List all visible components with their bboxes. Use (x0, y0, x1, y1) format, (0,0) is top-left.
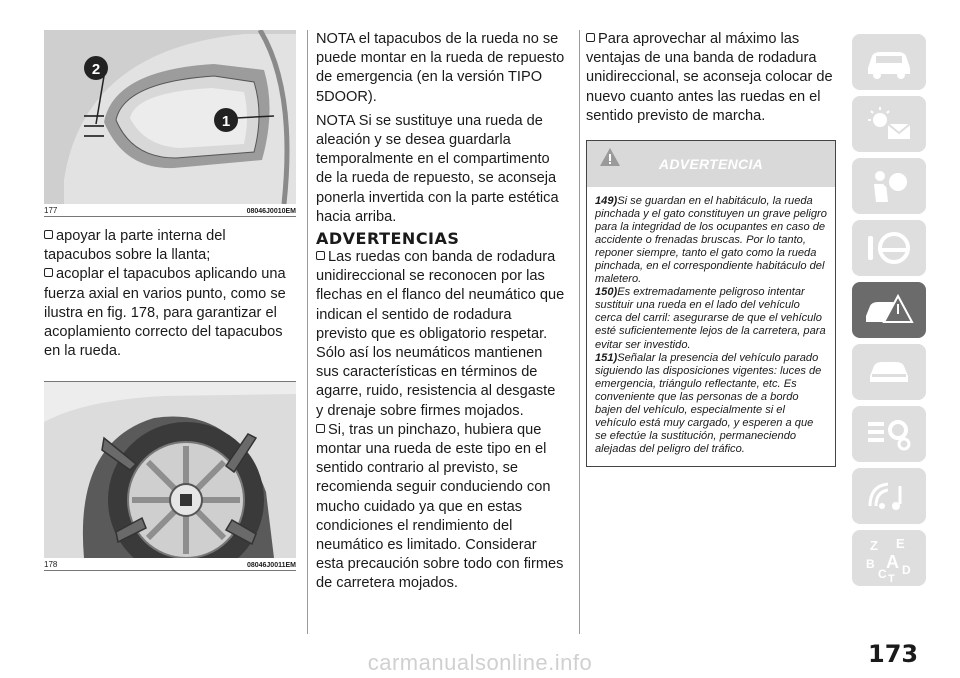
list-item: Si, tras un pinchazo, hubiera que montar una rueda de este tipo en el sentido contrario al previsto, se recomienda seguir conduciendo con mucho cuidado ya que en estas condiciones el rendimiento del neumático es limitado. Considerar esta precaución sobre todo con firmes de carretera mojados. (316, 421, 564, 592)
tab-maintenance[interactable] (852, 344, 926, 400)
checkbox-bullet-icon (44, 230, 53, 239)
car-maintenance-icon (862, 352, 916, 392)
watermark: carmanualsonline.info (367, 650, 593, 675)
svg-text:B: B (866, 557, 875, 571)
figure-178-caption (44, 558, 296, 571)
checkbox-bullet-icon (44, 268, 53, 277)
column-1 (44, 30, 296, 571)
warning-lights-icon (862, 104, 916, 144)
tab-index[interactable] (852, 530, 926, 586)
emergency-car-icon (862, 290, 916, 330)
car-icon (862, 42, 916, 82)
chapter-tabs (852, 34, 926, 592)
list-item: acoplar el tapacubos aplicando una fuerza axial en varios punto, como se ilustra en fig. 178, para garantizar el acoplamiento correcto del tapacubos en la rueda. (44, 266, 286, 360)
tab-vehicle[interactable] (852, 34, 926, 90)
checkbox-bullet-icon (316, 424, 325, 433)
checkbox-bullet-icon (586, 33, 595, 42)
svg-text:Z: Z (870, 538, 878, 553)
column-divider (307, 30, 308, 634)
svg-text:D: D (902, 563, 911, 577)
svg-text:A: A (886, 552, 899, 572)
warning-body (587, 187, 835, 466)
tab-emergency[interactable] (852, 282, 926, 338)
warning-box (586, 140, 836, 467)
list-item: Las ruedas con banda de rodadura unidireccional se reconocen por las flechas en el flanco del neumático que indican el sentido de rodadura previsto que es obligatorio respetar. Sólo así los neumáticos mantienen sus características en términos de agarre, ruido, resistencia al desgaste y drenaje sobre firmes mojados. (316, 249, 565, 419)
tab-technical-data[interactable] (852, 406, 926, 462)
figure-code: 08046J0010EM (246, 208, 296, 215)
figure-178-illustration (44, 382, 296, 558)
list-item: apoyar la parte interna del tapacubos sobre la llanta; (44, 228, 226, 264)
tab-multimedia[interactable] (852, 468, 926, 524)
column-divider (579, 30, 580, 634)
warning-entry: 150)Es extremadamente peligroso intentar sustituir una rueda en el lado del vehículo cerca del carril: asegurarse de que el vehículo esté suficientemente lejos de la carretera, para evitar ser investido. (595, 286, 826, 351)
warning-entry: 151)Señalar la presencia del vehículo parado siguiendo las disposiciones vigentes: luces de emergencia, triángulo reflectante, etc. Es conveniente que las personas de a bordo bajen del vehículo, especialmente si el vehículo está muy cargado, y esperen a que se efectúe la sustitución, permaneciendo alejadas del peligro del tráfico. (595, 351, 822, 455)
svg-text:C: C (878, 567, 887, 581)
figure-code: 08046J0011EM (246, 562, 296, 570)
svg-text:E: E (896, 536, 905, 551)
section-heading: ADVERTENCIAS (316, 229, 460, 249)
alphabet-index-icon (862, 534, 916, 582)
warning-entry: 149)Si se guardan en el habitáculo, la rueda pinchada y el gato constituyen un grave peligro para la integridad de los ocupantes en caso de accidente o frenadas bruscas. Por lo tanto, reponer siempre, tanto el gato como la rueda pinchada, en el correspondiente habitáculo del maletero. (595, 195, 827, 286)
tab-lights-messages[interactable] (852, 96, 926, 152)
tab-safety[interactable] (852, 158, 926, 214)
note-paragraph: NOTA el tapacubos de la rueda no se puede montar en la rueda de repuesto de emergencia (en la versión TIPO 5DOOR). (316, 31, 565, 105)
column-2 (316, 30, 566, 594)
column-3 (586, 30, 836, 467)
steering-wheel-icon (862, 228, 916, 268)
gears-list-icon (862, 414, 916, 454)
multimedia-icon (862, 476, 916, 516)
airbag-seat-icon (862, 166, 916, 206)
figure-number: 177 (44, 206, 58, 215)
tab-driving[interactable] (852, 220, 926, 276)
page-number: 173 (868, 640, 919, 668)
figure-177 (44, 30, 296, 217)
warning-header (587, 141, 835, 187)
figure-number: 178 (44, 560, 58, 570)
warning-title: ADVERTENCIA (658, 156, 764, 173)
checkbox-bullet-icon (316, 251, 325, 260)
list-item: Para aprovechar al máximo las ventajas de una banda de rodadura unidireccional, se aconseja colocar de nuevo cuanto antes las ruedas en el sentido previsto de marcha. (586, 31, 833, 124)
callout-1: 1 (221, 113, 231, 130)
callout-2: 2 (91, 61, 101, 78)
figure-178 (44, 381, 296, 571)
note-paragraph: NOTA Si se sustituye una rueda de aleación y se desea guardarla temporalmente en el compartimento de la rueda de repuesto, se aconseja ponerla invertida con la parte estética hacia arriba. (316, 112, 559, 225)
warning-triangle-icon (598, 146, 622, 168)
figure-177-caption (44, 204, 296, 217)
svg-text:T: T (888, 573, 895, 582)
figure-177-illustration (44, 30, 296, 204)
